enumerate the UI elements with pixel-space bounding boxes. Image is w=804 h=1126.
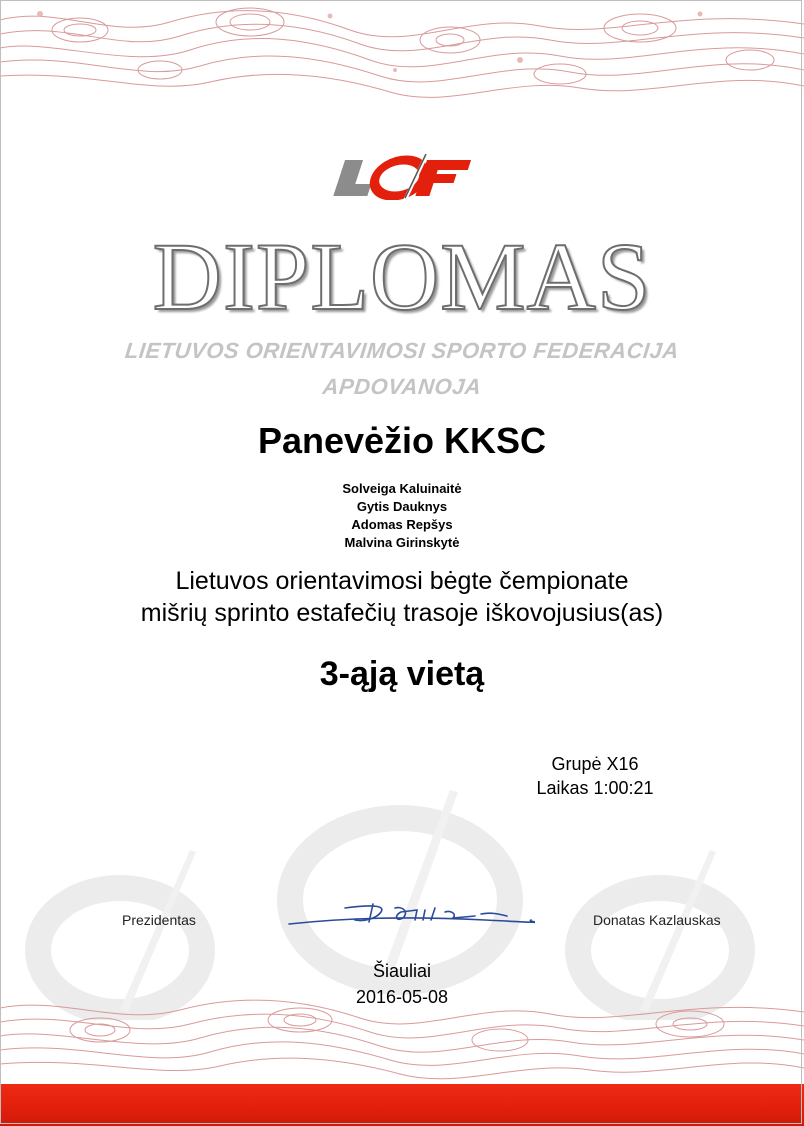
diploma-title: DIPLOMAS: [152, 223, 652, 330]
member-name: Adomas Repšys: [351, 517, 453, 532]
city-name: Šiauliai: [372, 961, 432, 981]
time-label: Laikas 1:00:21: [536, 778, 654, 798]
president-label: Prezidentas: [122, 912, 196, 928]
result-details: [520, 752, 670, 800]
group-label: Grupė X16: [551, 754, 639, 774]
member-name: Malvina Girinskytė: [344, 535, 460, 550]
team-name: Panevėžio KKSC: [257, 420, 547, 461]
achievement-text: [0, 565, 804, 629]
federation-heading: LIETUVOS ORIENTAVIMOSI SPORTO FEDERACIJA: [123, 338, 681, 363]
achievement-line-1: Lietuvos orientavimosi bėgte čempionate: [175, 567, 629, 595]
signature-image: [285, 898, 535, 932]
losf-logo: [325, 154, 485, 200]
president-name: Donatas Kazlauskas: [593, 912, 721, 928]
achievement-line-2: mišrių sprinto estafečių trasoje iškovojusius(as): [140, 599, 664, 627]
member-name: Solveiga Kaluinaitė: [342, 481, 462, 496]
place-and-date: [0, 958, 804, 1010]
place-awarded: 3-ąją vietą: [319, 655, 485, 693]
award-date: 2016-05-08: [355, 987, 449, 1007]
team-members: [0, 480, 804, 552]
awards-heading: APDOVANOJA: [321, 374, 483, 399]
member-name: Gytis Dauknys: [356, 499, 448, 514]
